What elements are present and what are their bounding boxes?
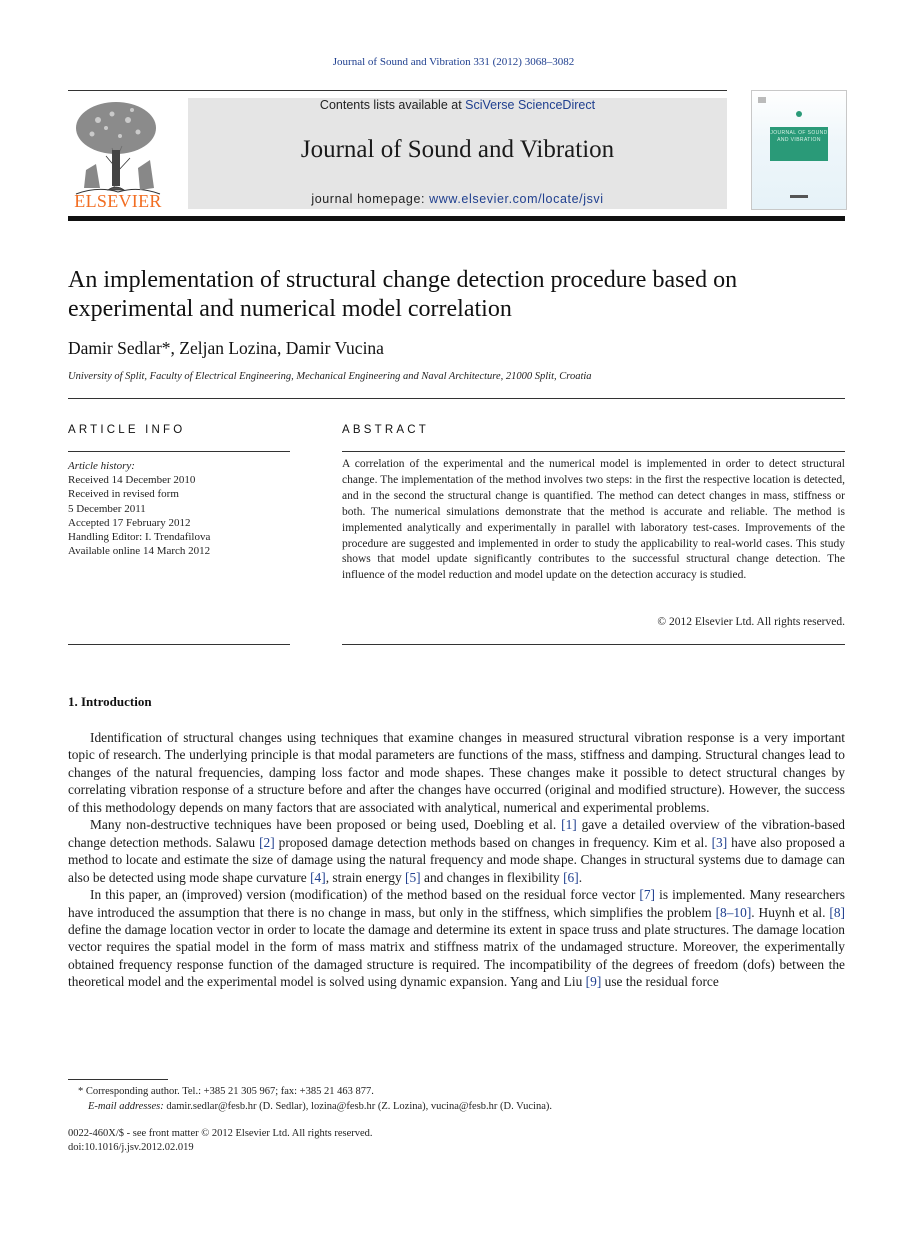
citation-link[interactable]: [8–10] [715, 904, 752, 920]
history-item: 5 December 2011 [68, 502, 146, 515]
text-run: . Huynh et al. [751, 904, 830, 920]
email-addresses[interactable]: damir.sedlar@fesb.hr (D. Sedlar), lozina@fesb.hr (Z. Lozina), vucina@fesb.hr (D. Vucina). [166, 1101, 552, 1112]
journal-banner [188, 98, 727, 209]
article-title: An implementation of structural change detection procedure based on experimental and numerical model correlation [68, 267, 738, 322]
footnotes [68, 1084, 845, 1114]
paragraph [68, 886, 845, 991]
citation-link[interactable]: [9] [585, 974, 602, 990]
history-item: Accepted 17 February 2012 [68, 516, 191, 529]
divider [342, 451, 845, 452]
citation-link[interactable]: [1] [561, 817, 577, 833]
citation-link[interactable]: [5] [405, 869, 421, 885]
email-note [68, 1099, 845, 1114]
cover-title-box: JOURNAL OF SOUND AND VIBRATION [770, 127, 828, 161]
corresponding-author-note: * Corresponding author. Tel.: +385 21 305 967; fax: +385 21 463 877. [78, 1086, 374, 1097]
article-info-heading: ARTICLE INFO [68, 424, 186, 436]
paragraph: Identification of structural changes using techniques that examine changes in measured structural vibration response is a very important topic of research. The underlying principle is that modal parameters are functions of the mass, stiffness and damping. Structural changes lead to changes of the natural frequencies, damping loss factor and mode shapes. These changes make it possible to detect structural changes by correlating vibration response of a structure before and after the changes have occurred (original and modified structure). However, the success of this methodology depends on many factors that are associated with analytical, numerical and experimental problems. [68, 730, 845, 815]
paragraph [68, 816, 845, 886]
text-run: is implemented. Many researchers have introduced the assumption that there is no change in mass, but only in the stiffness, which simplifies the problem [68, 887, 846, 920]
homepage-prefix: journal homepage: [311, 192, 426, 206]
journal-citation-header[interactable]: Journal of Sound and Vibration 331 (2012) 3068–3082 [332, 56, 575, 68]
journal-homepage [188, 192, 727, 206]
author-affiliation: University of Split, Faculty of Electrical Engineering, Mechanical Engineering and Naval Architecture, 21000 Split, Croatia [68, 371, 592, 382]
divider [68, 398, 845, 399]
citation-link[interactable]: [3] [711, 834, 728, 850]
text-run: proposed damage detection methods based on changes in frequency. Kim et al. [274, 834, 712, 850]
history-item: Received 14 December 2010 [68, 474, 196, 487]
abstract-heading: ABSTRACT [342, 424, 429, 436]
text-run: use the residual force [601, 974, 719, 990]
header-thick-rule [68, 216, 845, 221]
abstract-copyright: © 2012 Elsevier Ltd. All rights reserved. [657, 616, 845, 628]
text-run: , strain energy [325, 869, 406, 885]
header-top-rule [68, 90, 727, 91]
author-list[interactable]: Damir Sedlar*, Zeljan Lozina, Damir Vucina [68, 338, 384, 358]
text-run: have also proposed a method to locate and estimate the size of damage using the natural frequency and mode shape. Changes in structural systems due to damage can also be detected using mode shape curvature [68, 834, 845, 885]
history-item: Available online 14 March 2012 [68, 545, 211, 558]
history-item: Handling Editor: I. Trendafilova [68, 531, 211, 544]
history-item: Received in revised form [68, 488, 179, 501]
journal-cover-thumbnail[interactable] [751, 90, 847, 210]
text-run: In this paper, an (improved) version (modification) of the method based on the residual force vector [90, 887, 640, 903]
publisher-name: ELSEVIER [74, 191, 162, 211]
text-run: define the damage location vector in order to locate the damage and determine its extent in space truss and plate structures. The damage location vector requires the spatial model in the form of mass matrix and stiffness matrix of the undamaged structure. Moreover, the experimentally obtained frequency response function of the damaged structure is required. The incompatibility of the degrees of freedom (dofs) between the theoretical model and the experimental model is solved using dynamic expansion. Yang and Liu [68, 921, 845, 990]
footnote-divider [68, 1079, 168, 1080]
introduction-body [68, 729, 845, 991]
citation-link[interactable]: [8] [829, 904, 845, 920]
citation-link[interactable]: [2] [259, 834, 275, 850]
text-run: Many non-destructive techniques have been proposed or being used, Doebling et al. [90, 817, 562, 833]
citation-link[interactable]: [4] [310, 869, 326, 885]
history-label: Article history: [68, 460, 135, 472]
divider [68, 451, 290, 452]
section-heading-introduction: 1. Introduction [68, 694, 152, 709]
issn-line: 0022-460X/$ - see front matter © 2012 Elsevier Ltd. All rights reserved. [68, 1128, 373, 1139]
doi-line[interactable]: doi:10.1016/j.jsv.2012.02.019 [68, 1142, 194, 1153]
contents-availability [188, 98, 727, 112]
divider [68, 644, 290, 645]
text-run: gave a detailed overview of the vibration-based change detection methods. Salawu [68, 817, 846, 850]
article-history [68, 459, 290, 558]
cover-publisher-icon [752, 91, 846, 209]
homepage-link[interactable]: www.elsevier.com/locate/jsvi [429, 192, 604, 206]
front-matter [68, 1127, 373, 1155]
citation-link[interactable]: [7] [639, 887, 656, 903]
divider [342, 644, 845, 645]
abstract-text: A correlation of the experimental and the numerical model is implemented in order to detect structural change. The implementation of the method involves two steps: in the first the respective location is detected, and in the second the structural change is quantified. The method can detect changes in mass, stiffness or both. The numerical simulations demonstrate that the method is accurate and reliable. The method is implemented analytically and experimentally in parallel with laboratory test-cases. Improvements of the procedure are suggested and implemented in order to study the applicability to real-world cases. This study shows that model update significantly contributes to the successful structural change detection. The influence of the model reduction and model update on the detection accuracy is studied. [342, 458, 845, 582]
email-label: E-mail addresses: [88, 1101, 164, 1112]
citation-link[interactable]: [6] [563, 869, 579, 885]
journal-title: Journal of Sound and Vibration [300, 136, 615, 163]
sciencedirect-link[interactable]: SciVerse ScienceDirect [465, 98, 596, 112]
text-run: and changes in flexibility [420, 869, 564, 885]
text-run: . [578, 869, 583, 885]
contents-prefix: Contents lists available at [319, 98, 462, 112]
